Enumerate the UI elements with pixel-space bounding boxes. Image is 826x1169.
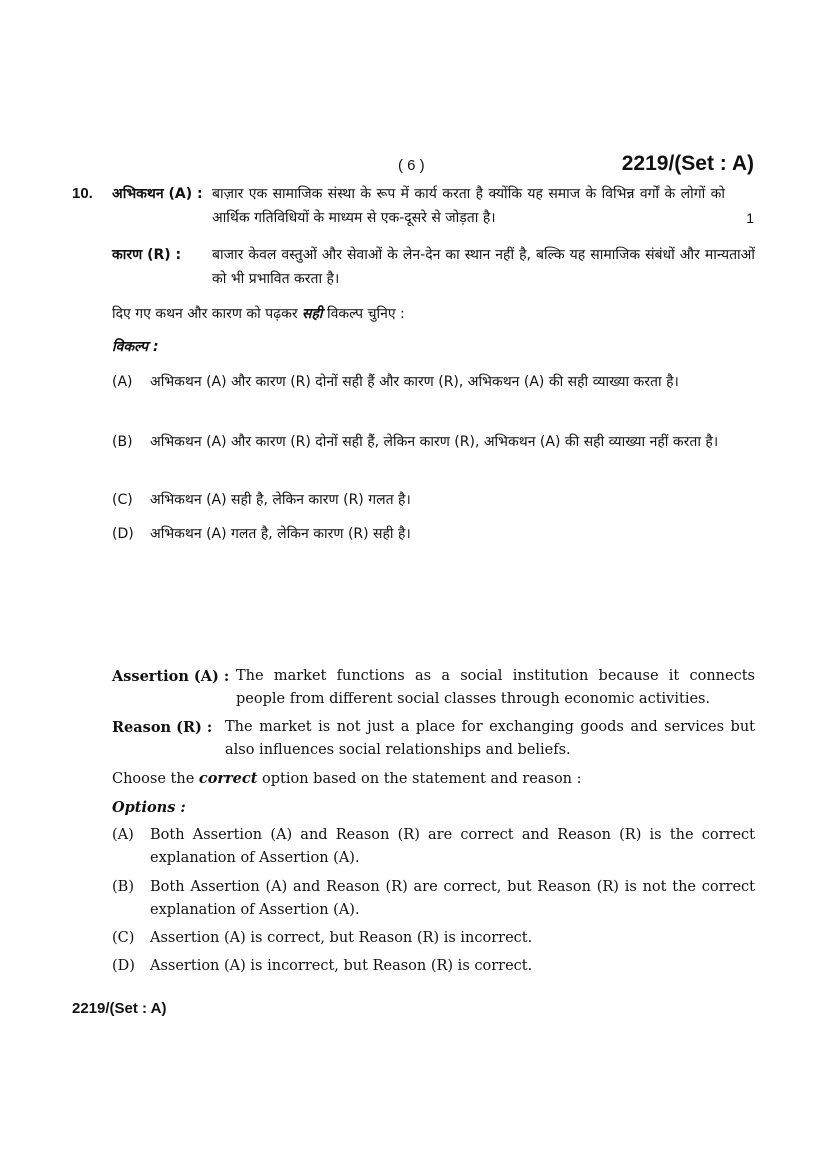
marks: 1 [746,210,754,226]
paper-code-header: 2219/(Set : A) [621,152,754,175]
hindi-options-heading: विकल्प : [112,339,159,355]
english-instruction-post: option based on the statement and reason : [262,771,582,787]
page-number: ( 6 ) [398,157,425,174]
english-reason [112,716,755,762]
hindi-assertion-label: अभिकथन (A) : [112,186,203,202]
english-option-b[interactable] [112,876,755,922]
hindi-option-a[interactable] [112,370,755,394]
english-options-heading: Options : [112,799,186,816]
option-key: (C) [112,930,135,946]
option-text: अभिकथन (A) गलत है, लेकिन कारण (R) सही है। [150,526,411,542]
english-assertion [112,665,755,711]
hindi-reason-text: बाजार केवल वस्तुओं और सेवाओं के लेन-देन का स्थान नहीं है, बल्कि यह सामाजिक संबंधों और मान्यताओं को भी प्रभावित करता है। [212,247,755,287]
hindi-instruction-pre: दिए गए कथन और कारण को पढ़कर [112,306,298,322]
english-instruction-emphasis: correct [198,770,258,787]
hindi-options-heading-row [112,335,755,359]
option-text: Both Assertion (A) and Reason (R) are correct and Reason (R) is the correct explanation of Assertion (A). [150,827,755,866]
option-text: अभिकथन (A) सही है, लेकिन कारण (R) गलत है। [150,492,411,508]
option-text: Both Assertion (A) and Reason (R) are correct, but Reason (R) is not the correct explanation of Assertion (A). [150,879,755,918]
option-text: Assertion (A) is incorrect, but Reason (R) is correct. [150,958,533,974]
english-instruction-pre: Choose the [112,771,195,787]
hindi-assertion [112,182,755,230]
hindi-assertion-text: बाज़ार एक सामाजिक संस्था के रूप में कार्य करता है क्योंकि यह समाज के विभिन्न वर्गों के लोगों को आर्थिक गतिविधियों के माध्यम से एक-दूसरे से जोड़ता है। [212,186,725,226]
english-option-d[interactable] [112,955,755,978]
english-option-c[interactable] [112,927,755,950]
english-assertion-label: Assertion (A) : [112,668,230,685]
english-reason-label: Reason (R) : [112,719,213,736]
question-number: 10. [72,185,93,202]
hindi-reason [112,243,755,291]
hindi-reason-label: कारण (R) : [112,247,182,263]
hindi-option-c[interactable] [112,488,755,512]
english-options-heading-row [112,796,755,819]
english-instruction [112,767,755,791]
option-key: (A) [112,374,133,390]
english-option-a[interactable] [112,824,755,870]
hindi-option-b[interactable] [112,430,755,454]
english-reason-text: The market is not just a place for exchanging goods and services but also influences social relationships and beliefs. [225,719,755,758]
option-text: अभिकथन (A) और कारण (R) दोनों सही हैं और कारण (R), अभिकथन (A) की सही व्याख्या करता है। [150,374,679,390]
english-assertion-text: The market functions as a social institution because it connects people from different social classes through economic activities. [236,668,755,707]
option-text: अभिकथन (A) और कारण (R) दोनों सही हैं, लेकिन कारण (R), अभिकथन (A) की सही व्याख्या नहीं करता है। [150,434,719,450]
option-key: (B) [112,434,133,450]
option-key: (A) [112,827,134,843]
hindi-instruction [112,302,755,326]
hindi-instruction-emphasis: सही [302,306,323,322]
option-key: (B) [112,879,134,895]
hindi-instruction-post: विकल्प चुनिए : [327,306,405,322]
option-key: (D) [112,958,135,974]
paper-code-footer: 2219/(Set : A) [72,1000,167,1017]
option-key: (C) [112,492,133,508]
option-key: (D) [112,526,134,542]
option-text: Assertion (A) is correct, but Reason (R) is incorrect. [150,930,533,946]
hindi-option-d[interactable] [112,522,755,546]
